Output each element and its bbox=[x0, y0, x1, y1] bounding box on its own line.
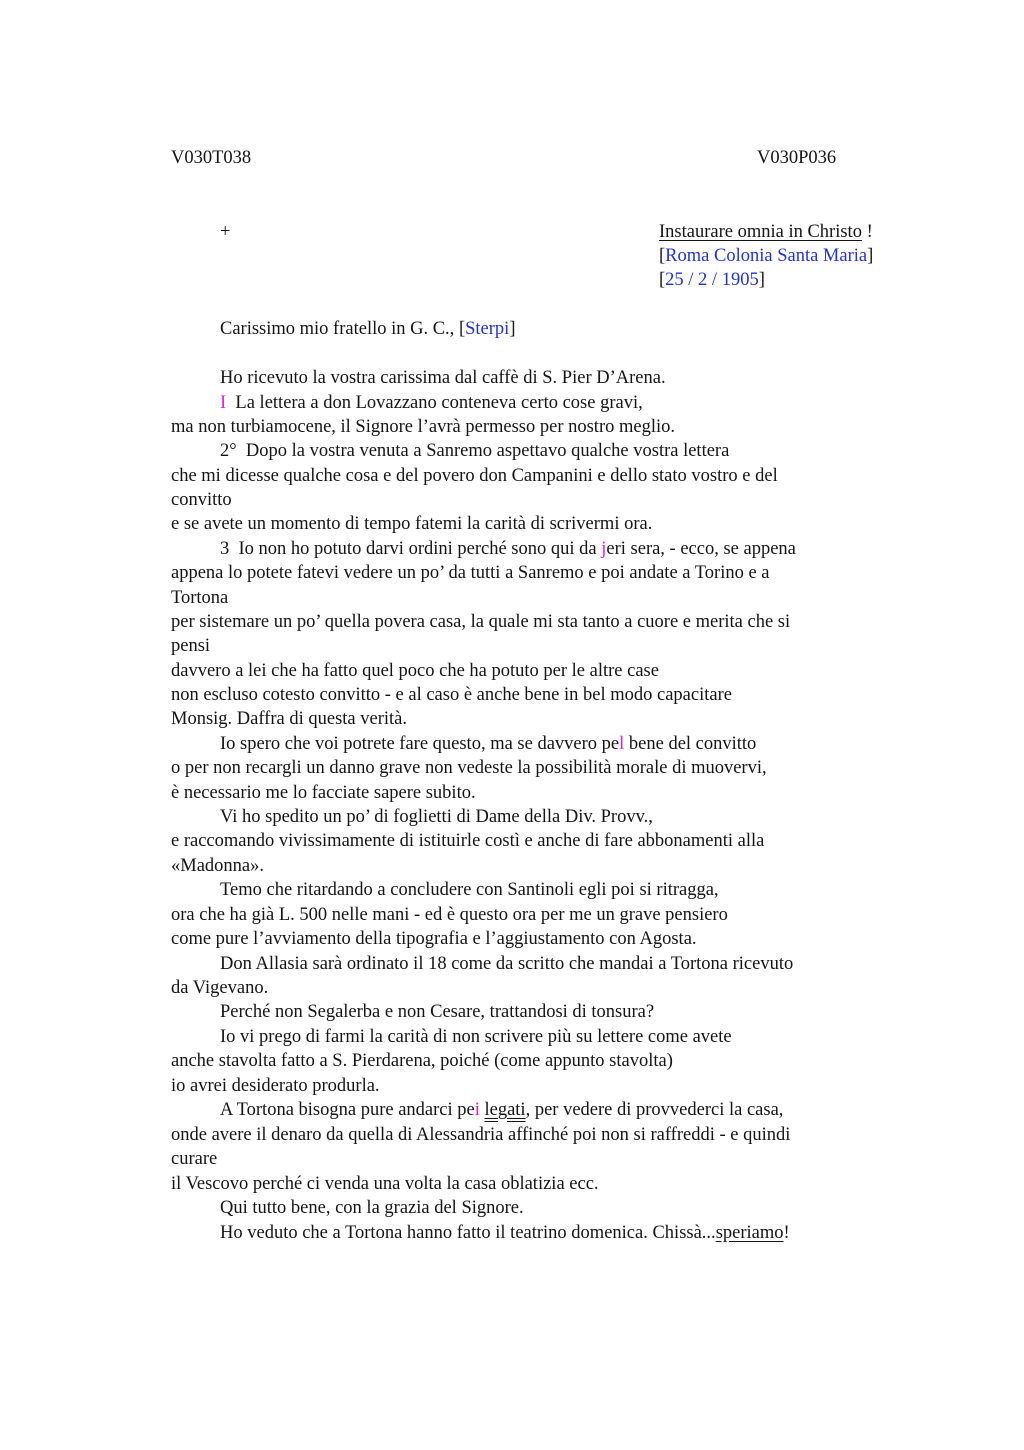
body-line: da Vigevano. bbox=[171, 978, 269, 998]
body-line: Don Allasia sarà ordinato il 18 come da scritto che mandai a Tortona ricevuto bbox=[220, 954, 794, 974]
salutation-close-bracket: ] bbox=[509, 319, 516, 339]
body-line: che mi dicesse qualche cosa e del povero don Campanini e dello stato vostro e del bbox=[171, 466, 778, 486]
correction-letter: i bbox=[474, 1100, 480, 1120]
paragraph-number: I bbox=[220, 393, 227, 413]
salutation-text: Carissimo mio fratello in G. C., bbox=[220, 319, 459, 339]
body-line: Vi ho spedito un po’ di foglietti di Dame della Div. Provv., bbox=[220, 807, 653, 827]
place-close-bracket: ] bbox=[867, 246, 874, 266]
body-line-text: bene del convitto bbox=[624, 734, 757, 754]
date-close-bracket: ] bbox=[758, 270, 765, 290]
place-open-bracket: [ bbox=[659, 246, 666, 266]
body-line: Perché non Segalerba e non Cesare, trattandosi di tonsura? bbox=[220, 1002, 655, 1022]
body-line: davvero a lei che ha fatto quel poco che ha potuto per le altre case bbox=[171, 661, 659, 681]
cross-symbol: + bbox=[220, 222, 231, 242]
body-line: Temo che ritardando a concludere con Santinoli egli poi si ritragga, bbox=[220, 880, 719, 900]
correction-letter: l bbox=[619, 734, 625, 754]
body-line: convitto bbox=[171, 490, 232, 510]
body-line bbox=[220, 1221, 790, 1245]
body-line-text: Io spero che voi potrete fare questo, ma se davvero pe bbox=[220, 734, 620, 754]
body-line bbox=[220, 391, 643, 415]
salutation-name: Sterpi bbox=[465, 319, 510, 339]
body-line: anche stavolta fatto a S. Pierdarena, poiché (come appunto stavolta) bbox=[171, 1051, 673, 1071]
underlined-word: speriamo bbox=[715, 1223, 784, 1243]
date-line bbox=[659, 268, 765, 292]
body-line bbox=[220, 1098, 783, 1122]
body-line: Tortona bbox=[171, 588, 229, 608]
body-line: è necessario me lo facciate sapere subito. bbox=[171, 783, 476, 803]
body-line-text: Ho veduto che a Tortona hanno fatto il teatrino domenica. Chissà... bbox=[220, 1223, 716, 1243]
body-line: ma non turbiamocene, il Signore l’avrà permesso per nostro meglio. bbox=[171, 417, 675, 437]
body-line: onde avere il denaro da quella di Alessandria affinché poi non si raffreddi - e quindi bbox=[171, 1125, 791, 1145]
date-text: 25 / 2 / 1905 bbox=[665, 270, 759, 290]
motto-exclamation: ! bbox=[861, 222, 873, 242]
body-line: come pure l’avviamento della tipografia e l’aggiustamento con Agosta. bbox=[171, 929, 697, 949]
document-code-right: V030P036 bbox=[757, 148, 837, 168]
body-line-text: La lettera a don Lovazzano conteneva certo cose gravi, bbox=[226, 393, 643, 413]
body-line-text: A Tortona bisogna pure andarci pe bbox=[220, 1100, 475, 1120]
place-text: Roma Colonia Santa Maria bbox=[665, 246, 868, 266]
body-line bbox=[220, 732, 756, 756]
body-line: Monsig. Daffra di questa verità. bbox=[171, 709, 407, 729]
body-line: o per non recargli un danno grave non vedeste la possibilità morale di muovervi, bbox=[171, 758, 767, 778]
body-line: per sistemare un po’ quella povera casa, la quale mi sta tanto a cuore e merita che si bbox=[171, 612, 791, 632]
body-line: il Vescovo perché ci venda una volta la casa oblatizia ecc. bbox=[171, 1174, 599, 1194]
body-line-text: , per vedere di provvederci la casa, bbox=[525, 1100, 784, 1120]
body-line-text: eri sera, - ecco, se appena bbox=[606, 539, 796, 559]
document-code-left: V030T038 bbox=[171, 148, 252, 168]
body-line: «Madonna». bbox=[171, 856, 264, 876]
salutation bbox=[220, 317, 515, 341]
body-line-text: 3 Io non ho potuto darvi ordini perché sono qui da bbox=[220, 539, 602, 559]
body-line: 2° Dopo la vostra venuta a Sanremo aspettavo qualche vostra lettera bbox=[220, 441, 730, 461]
body-line bbox=[220, 537, 796, 561]
body-line: pensi bbox=[171, 636, 211, 656]
body-line: Qui tutto bene, con la grazia del Signore. bbox=[220, 1198, 524, 1218]
place-line bbox=[659, 244, 873, 268]
body-line: non escluso cotesto convitto - e al caso è anche bene in bel modo capacitare bbox=[171, 685, 732, 705]
salutation-open-bracket: [ bbox=[458, 319, 466, 339]
body-line-text: ! bbox=[783, 1223, 790, 1243]
motto-line bbox=[659, 220, 873, 244]
body-line: ora che ha già L. 500 nelle mani - ed è questo ora per me un grave pensiero bbox=[171, 905, 728, 925]
body-line: curare bbox=[171, 1149, 218, 1169]
date-open-bracket: [ bbox=[659, 270, 666, 290]
body-line: e raccomando vivissimamente di istituirle costì e anche di fare abbonamenti alla bbox=[171, 831, 765, 851]
correction-letter: j bbox=[601, 539, 607, 559]
motto-text: Instaurare omnia in Christo bbox=[659, 222, 862, 242]
body-line: Ho ricevuto la vostra carissima dal caffè di S. Pier D’Arena. bbox=[220, 368, 666, 388]
body-line: e se avete un momento di tempo fatemi la carità di scrivermi ora. bbox=[171, 514, 653, 534]
underlined-word: legati bbox=[484, 1100, 526, 1120]
body-line: io avrei desiderato produrla. bbox=[171, 1076, 380, 1096]
body-line: appena lo potete fatevi vedere un po’ da tutti a Sanremo e poi andate a Torino e a bbox=[171, 563, 770, 583]
body-line: Io vi prego di farmi la carità di non scrivere più su lettere come avete bbox=[220, 1027, 732, 1047]
